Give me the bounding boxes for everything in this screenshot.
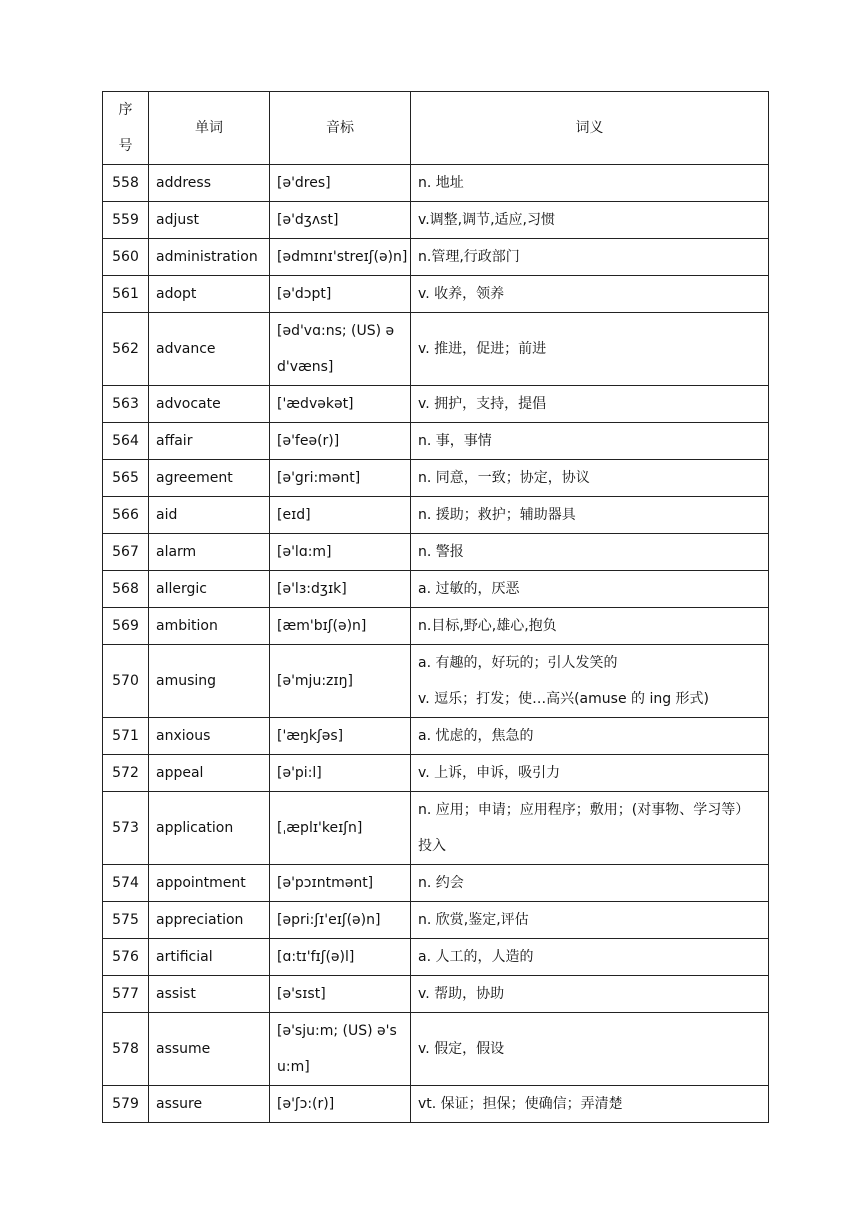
table-row: [103, 276, 769, 313]
row-word: agreement: [149, 460, 270, 497]
row-number: 576: [103, 939, 149, 976]
row-number: 569: [103, 608, 149, 645]
row-phonetic: [ə'dʒʌst]: [270, 202, 411, 239]
row-phonetic: [ə'pi:l]: [270, 755, 411, 792]
table-row: [103, 423, 769, 460]
row-word: appreciation: [149, 902, 270, 939]
table-row: [103, 165, 769, 202]
row-number: 561: [103, 276, 149, 313]
row-word: ambition: [149, 608, 270, 645]
header-number-line2: 号: [118, 138, 133, 154]
table-row: [103, 976, 769, 1013]
row-meaning-line2: v. 逗乐；打发；使…高兴(amuse 的 ing 形式): [418, 691, 710, 707]
table-row: [103, 1086, 769, 1123]
row-phonetic: [ədmɪnɪ'streɪʃ(ə)n]: [270, 239, 411, 276]
row-number: 562: [103, 313, 149, 386]
row-word: assure: [149, 1086, 270, 1123]
row-number: 571: [103, 718, 149, 755]
table-row: [103, 608, 769, 645]
row-meaning: n. 同意，一致；协定，协议: [411, 460, 769, 497]
row-phonetic: [ə'sju:m; (US) ə'su:m]: [270, 1013, 411, 1086]
row-phonetic: [æm'bɪʃ(ə)n]: [270, 608, 411, 645]
row-meaning: v. 上诉，申诉，吸引力: [411, 755, 769, 792]
row-word: anxious: [149, 718, 270, 755]
row-word: artificial: [149, 939, 270, 976]
table-row: [103, 792, 769, 865]
row-number: 558: [103, 165, 149, 202]
row-phonetic: [ˌæplɪ'keɪʃn]: [270, 792, 411, 865]
row-phonetic: [ə'sɪst]: [270, 976, 411, 1013]
row-meaning: v.调整,调节,适应,习惯: [411, 202, 769, 239]
row-number: 565: [103, 460, 149, 497]
row-meaning-line1: a. 有趣的，好玩的；引人发笑的: [418, 655, 618, 671]
vocabulary-table: [102, 91, 769, 1123]
row-meaning: v. 帮助，协助: [411, 976, 769, 1013]
row-number: 572: [103, 755, 149, 792]
row-phonetic: [eɪd]: [270, 497, 411, 534]
table-row: [103, 497, 769, 534]
row-number: 564: [103, 423, 149, 460]
row-phonetic: [ɑ:tɪ'fɪʃ(ə)l]: [270, 939, 411, 976]
row-phonetic: [ə'mju:zɪŋ]: [270, 645, 411, 718]
table-row: [103, 202, 769, 239]
row-number: 578: [103, 1013, 149, 1086]
table-row: [103, 534, 769, 571]
row-phonetic: ['æŋkʃəs]: [270, 718, 411, 755]
row-phonetic: [ə'dres]: [270, 165, 411, 202]
header-phonetic: 音标: [270, 92, 411, 165]
row-phonetic: [ə'pɔɪntmənt]: [270, 865, 411, 902]
row-number: 559: [103, 202, 149, 239]
table-row: [103, 902, 769, 939]
table-header-row: [103, 92, 769, 165]
header-number-line1: 序: [118, 102, 133, 118]
row-meaning: n. 约会: [411, 865, 769, 902]
row-word: adopt: [149, 276, 270, 313]
row-word: assist: [149, 976, 270, 1013]
row-word: appeal: [149, 755, 270, 792]
row-word: address: [149, 165, 270, 202]
row-meaning: n. 警报: [411, 534, 769, 571]
row-number: 577: [103, 976, 149, 1013]
row-word: application: [149, 792, 270, 865]
row-number: 563: [103, 386, 149, 423]
row-phonetic: [ə'lɑ:m]: [270, 534, 411, 571]
row-meaning: n.管理,行政部门: [411, 239, 769, 276]
row-phonetic: [əpri:ʃɪ'eɪʃ(ə)n]: [270, 902, 411, 939]
row-word: assume: [149, 1013, 270, 1086]
row-word: allergic: [149, 571, 270, 608]
row-number: 575: [103, 902, 149, 939]
header-number: [103, 92, 149, 165]
row-phonetic: [ə'gri:mənt]: [270, 460, 411, 497]
row-word: aid: [149, 497, 270, 534]
table-row: [103, 865, 769, 902]
row-meaning: a. 过敏的，厌恶: [411, 571, 769, 608]
row-word: advance: [149, 313, 270, 386]
table-row: [103, 460, 769, 497]
table-row: [103, 645, 769, 718]
row-word: affair: [149, 423, 270, 460]
row-phonetic: [ə'ʃɔ:(r)]: [270, 1086, 411, 1123]
row-meaning: n. 援助；救护；辅助器具: [411, 497, 769, 534]
row-meaning: n. 地址: [411, 165, 769, 202]
table-row: [103, 571, 769, 608]
row-phonetic: [ə'feə(r)]: [270, 423, 411, 460]
row-word: adjust: [149, 202, 270, 239]
row-meaning: v. 假定，假设: [411, 1013, 769, 1086]
row-word: administration: [149, 239, 270, 276]
table-row: [103, 718, 769, 755]
row-number: 566: [103, 497, 149, 534]
row-phonetic: ['ædvəkət]: [270, 386, 411, 423]
row-meaning: v. 拥护，支持，提倡: [411, 386, 769, 423]
table-row: [103, 386, 769, 423]
row-number: 567: [103, 534, 149, 571]
row-meaning: n. 欣赏,鉴定,评估: [411, 902, 769, 939]
row-word: advocate: [149, 386, 270, 423]
row-number: 560: [103, 239, 149, 276]
row-meaning: v. 收养，领养: [411, 276, 769, 313]
row-number: 579: [103, 1086, 149, 1123]
row-meaning: a. 忧虑的，焦急的: [411, 718, 769, 755]
header-word: 单词: [149, 92, 270, 165]
row-number: 570: [103, 645, 149, 718]
row-meaning: vt. 保证；担保；使确信；弄清楚: [411, 1086, 769, 1123]
table-row: [103, 239, 769, 276]
row-meaning: n.目标,野心,雄心,抱负: [411, 608, 769, 645]
row-number: 573: [103, 792, 149, 865]
table-row: [103, 1013, 769, 1086]
row-number: 568: [103, 571, 149, 608]
header-meaning: 词义: [411, 92, 769, 165]
row-word: amusing: [149, 645, 270, 718]
table-row: [103, 313, 769, 386]
row-phonetic: [ə'lɜ:dʒɪk]: [270, 571, 411, 608]
row-meaning: n. 应用；申请；应用程序；敷用；(对事物、学习等）投入: [411, 792, 769, 865]
row-phonetic: [ə'dɔpt]: [270, 276, 411, 313]
row-word: alarm: [149, 534, 270, 571]
row-meaning: [411, 645, 769, 718]
table-row: [103, 939, 769, 976]
table-row: [103, 755, 769, 792]
row-word: appointment: [149, 865, 270, 902]
row-number: 574: [103, 865, 149, 902]
row-meaning: n. 事，事情: [411, 423, 769, 460]
row-meaning: a. 人工的，人造的: [411, 939, 769, 976]
row-meaning: v. 推进，促进；前进: [411, 313, 769, 386]
row-phonetic: [əd'vɑ:ns; (US) əd'væns]: [270, 313, 411, 386]
